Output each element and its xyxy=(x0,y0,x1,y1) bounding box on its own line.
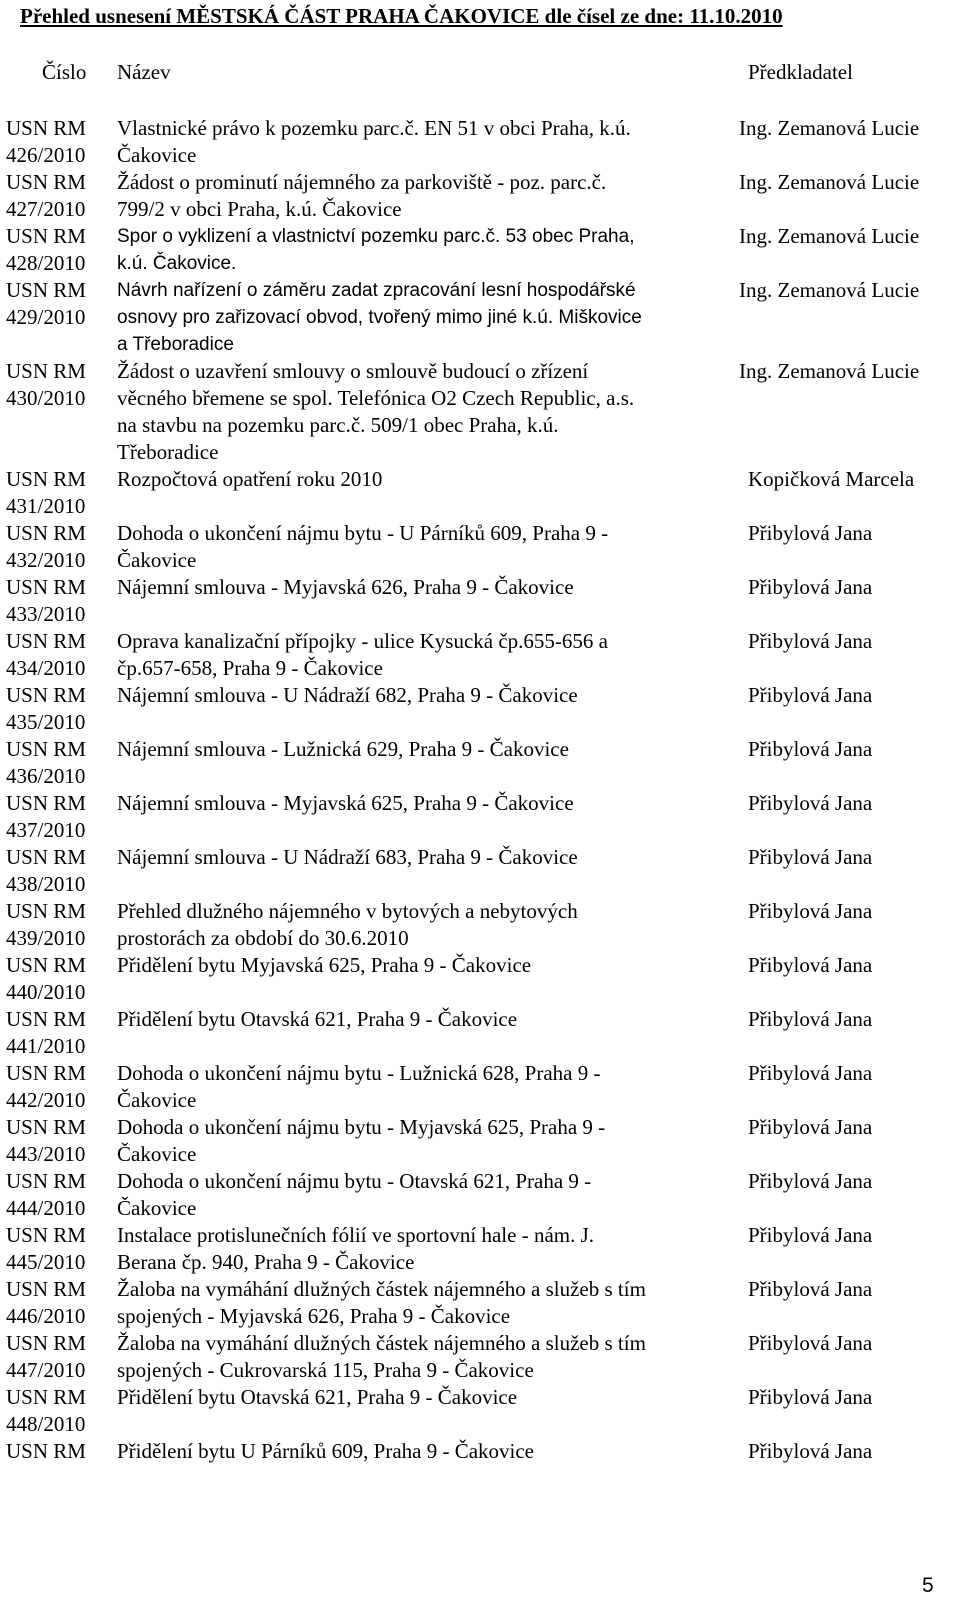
resolution-title-line: na stavbu na pozemku parc.č. 509/1 obec Praha, k.ú. xyxy=(117,413,559,437)
resolution-number xyxy=(0,1114,117,1168)
table-row xyxy=(0,790,960,844)
resolution-number-line: USN RM xyxy=(6,467,86,491)
resolution-title xyxy=(117,1006,748,1060)
resolution-title-line: Nájemní smlouva - U Nádraží 683, Praha 9 - Čakovice xyxy=(117,845,578,869)
table-row xyxy=(0,1438,960,1465)
resolution-submitter: Přibylová Jana xyxy=(748,1169,873,1193)
resolution-submitter: Přibylová Jana xyxy=(748,683,873,707)
resolution-submitter: Přibylová Jana xyxy=(748,1439,873,1463)
resolution-number-line: 430/2010 xyxy=(6,386,86,410)
resolution-title-line: a Třeboradice xyxy=(117,334,234,355)
table-row xyxy=(0,1330,960,1384)
resolution-title-line: Spor o vyklizení a vlastnictví pozemku parc.č. 53 obec Praha, xyxy=(117,226,635,247)
resolution-number-line: USN RM xyxy=(6,1385,86,1409)
resolution-number-line: 431/2010 xyxy=(6,494,86,518)
resolution-submitter: Přibylová Jana xyxy=(748,575,873,599)
resolution-number xyxy=(0,682,117,736)
resolution-number-line: 440/2010 xyxy=(6,980,86,1004)
resolution-title-line: Dohoda o ukončení nájmu bytu - U Párníků 609, Praha 9 - xyxy=(117,521,609,545)
resolution-title-line: Vlastnické právo k pozemku parc.č. EN 51 v obci Praha, k.ú. xyxy=(117,116,631,140)
table-row xyxy=(0,115,960,169)
table-row xyxy=(0,1168,960,1222)
resolution-submitter: Přibylová Jana xyxy=(748,1007,873,1031)
resolution-submitter: Ing. Zemanová Lucie xyxy=(739,116,920,140)
column-header-submitter: Předkladatel xyxy=(748,60,853,84)
resolution-submitter: Přibylová Jana xyxy=(748,1277,873,1301)
resolution-title xyxy=(117,1168,748,1222)
resolution-title xyxy=(117,898,748,952)
resolution-title-line: Žádost o uzavření smlouvy o smlouvě budoucí o zřízení xyxy=(117,359,589,383)
resolution-number-line: USN RM xyxy=(6,359,86,383)
resolution-title xyxy=(117,1384,748,1438)
resolution-number-line: 444/2010 xyxy=(6,1196,86,1220)
resolution-number xyxy=(0,898,117,952)
resolution-number-line: 437/2010 xyxy=(6,818,86,842)
resolution-title-line: čp.657-658, Praha 9 - Čakovice xyxy=(117,656,383,680)
resolution-number-line: USN RM xyxy=(6,1061,86,1085)
table-row xyxy=(0,1222,960,1276)
resolution-number xyxy=(0,1222,117,1276)
resolution-title xyxy=(117,1060,748,1114)
resolution-title-line: Nájemní smlouva - Myjavská 625, Praha 9 - Čakovice xyxy=(117,791,574,815)
resolution-submitter: Přibylová Jana xyxy=(748,845,873,869)
table-row xyxy=(0,574,960,628)
resolution-number-line: 427/2010 xyxy=(6,197,86,221)
resolution-number xyxy=(0,1438,117,1465)
resolution-title-line: Přidělení bytu U Párníků 609, Praha 9 - Čakovice xyxy=(117,1439,535,1463)
resolution-number xyxy=(0,358,117,466)
resolution-number-line: USN RM xyxy=(6,170,86,194)
resolution-number-line: USN RM xyxy=(6,1223,86,1247)
resolution-number-line: USN RM xyxy=(6,1331,86,1355)
resolution-title-line: Nájemní smlouva - U Nádraží 682, Praha 9 - Čakovice xyxy=(117,683,578,707)
resolution-number xyxy=(0,115,117,169)
table-row xyxy=(0,277,960,358)
table-row xyxy=(0,1384,960,1438)
resolution-submitter: Ing. Zemanová Lucie xyxy=(739,278,920,302)
resolution-number-line: USN RM xyxy=(6,899,86,923)
resolution-submitter: Přibylová Jana xyxy=(748,1115,873,1139)
resolution-number-line: USN RM xyxy=(6,224,86,248)
resolution-title xyxy=(117,952,748,1006)
table-row xyxy=(0,1060,960,1114)
table-row xyxy=(0,520,960,574)
resolution-title-line: Oprava kanalizační přípojky - ulice Kysucká čp.655-656 a xyxy=(117,629,608,653)
resolution-title xyxy=(117,1438,748,1465)
resolution-number xyxy=(0,466,117,520)
table-row xyxy=(0,736,960,790)
resolution-title-line: Žaloba na vymáhání dlužných částek nájemného a služeb s tím xyxy=(117,1277,646,1301)
resolution-number-line: USN RM xyxy=(6,1169,86,1193)
resolution-title xyxy=(117,358,748,466)
resolution-submitter: Přibylová Jana xyxy=(748,1331,873,1355)
resolution-number-line: 442/2010 xyxy=(6,1088,86,1112)
resolution-title xyxy=(117,790,748,844)
table-row xyxy=(0,1276,960,1330)
resolution-number-line: 446/2010 xyxy=(6,1304,86,1328)
resolution-number-line: 443/2010 xyxy=(6,1142,86,1166)
resolution-title-line: Návrh nařízení o záměru zadat zpracování lesní hospodářské xyxy=(117,280,636,301)
resolution-submitter: Přibylová Jana xyxy=(748,899,873,923)
resolution-submitter: Přibylová Jana xyxy=(748,629,873,653)
resolution-number xyxy=(0,1330,117,1384)
table-row xyxy=(0,898,960,952)
resolution-number-line: 447/2010 xyxy=(6,1358,86,1382)
resolution-number-line: USN RM xyxy=(6,521,86,545)
resolution-number-line: USN RM xyxy=(6,845,86,869)
resolution-title-line: prostorách za období do 30.6.2010 xyxy=(117,926,409,950)
column-header-name: Název xyxy=(117,60,171,84)
resolution-title xyxy=(117,1330,748,1384)
table-row xyxy=(0,169,960,223)
resolution-title-line: Čakovice xyxy=(117,1088,197,1112)
resolution-number xyxy=(0,844,117,898)
resolution-title xyxy=(117,1276,748,1330)
resolution-number xyxy=(0,628,117,682)
resolution-submitter: Přibylová Jana xyxy=(748,791,873,815)
resolution-number xyxy=(0,520,117,574)
resolution-title xyxy=(117,736,748,790)
resolution-number-line: 435/2010 xyxy=(6,710,86,734)
resolution-title-line: Nájemní smlouva - Lužnická 629, Praha 9 - Čakovice xyxy=(117,737,569,761)
resolution-title-line: spojených - Myjavská 626, Praha 9 - Čakovice xyxy=(117,1304,511,1328)
resolution-title-line: Instalace protislunečních fólií ve sportovní hale - nám. J. xyxy=(117,1223,595,1247)
resolution-number-line: USN RM xyxy=(6,278,86,302)
resolution-number-line: 426/2010 xyxy=(6,143,86,167)
resolution-number-line: 436/2010 xyxy=(6,764,86,788)
resolution-number-line: 428/2010 xyxy=(6,251,86,275)
resolution-number-line: 434/2010 xyxy=(6,656,86,680)
resolution-title xyxy=(117,520,748,574)
table-row xyxy=(0,223,960,277)
resolution-title xyxy=(117,466,748,520)
resolution-number-line: 445/2010 xyxy=(6,1250,86,1274)
resolution-number-line: USN RM xyxy=(6,116,86,140)
resolution-title xyxy=(117,682,748,736)
resolution-title-line: Čakovice xyxy=(117,548,197,572)
resolution-title-line: k.ú. Čakovice. xyxy=(117,253,237,274)
resolution-number xyxy=(0,790,117,844)
table-row xyxy=(0,466,960,520)
resolution-number-line: USN RM xyxy=(6,737,86,761)
resolution-number xyxy=(0,1060,117,1114)
resolution-title xyxy=(117,223,748,277)
resolution-number-line: USN RM xyxy=(6,1115,86,1139)
resolution-number xyxy=(0,574,117,628)
resolution-title-line: Přehled dlužného nájemného v bytových a nebytových xyxy=(117,899,578,923)
table-row xyxy=(0,628,960,682)
table-row xyxy=(0,1114,960,1168)
resolution-number xyxy=(0,277,117,358)
resolution-number-line: USN RM xyxy=(6,1007,86,1031)
resolution-number-line: USN RM xyxy=(6,1277,86,1301)
resolution-title-line: Dohoda o ukončení nájmu bytu - Otavská 621, Praha 9 - xyxy=(117,1169,592,1193)
resolution-title-line: Čakovice xyxy=(117,1142,197,1166)
resolution-title xyxy=(117,574,748,628)
resolution-submitter: Přibylová Jana xyxy=(748,521,873,545)
resolution-number xyxy=(0,169,117,223)
resolution-title xyxy=(117,1114,748,1168)
resolution-number xyxy=(0,223,117,277)
resolution-title-line: Žaloba na vymáhání dlužných částek nájemného a služeb s tím xyxy=(117,1331,646,1355)
resolution-number-line: USN RM xyxy=(6,575,86,599)
resolution-submitter: Ing. Zemanová Lucie xyxy=(739,170,920,194)
resolution-submitter: Ing. Zemanová Lucie xyxy=(739,224,920,248)
resolution-title xyxy=(117,628,748,682)
resolution-title xyxy=(117,1222,748,1276)
table-row xyxy=(0,844,960,898)
resolution-title-line: Přidělení bytu Myjavská 625, Praha 9 - Čakovice xyxy=(117,953,532,977)
resolution-number-line: USN RM xyxy=(6,1439,86,1463)
resolution-title-line: Žádost o prominutí nájemného za parkoviště - poz. parc.č. xyxy=(117,170,607,194)
resolution-number xyxy=(0,1006,117,1060)
resolution-title-line: Čakovice xyxy=(117,143,197,167)
page-number: 5 xyxy=(922,1574,934,1597)
resolution-number-line: 439/2010 xyxy=(6,926,86,950)
resolution-title xyxy=(117,115,748,169)
resolution-title-line: Dohoda o ukončení nájmu bytu - Lužnická 628, Praha 9 - xyxy=(117,1061,601,1085)
resolution-number-line: USN RM xyxy=(6,791,86,815)
resolution-number-line: 432/2010 xyxy=(6,548,86,572)
resolution-submitter: Přibylová Jana xyxy=(748,1061,873,1085)
resolution-title-line: Dohoda o ukončení nájmu bytu - Myjavská 625, Praha 9 - xyxy=(117,1115,606,1139)
resolution-title-line: Třeboradice xyxy=(117,440,219,464)
resolution-title-line: Berana čp. 940, Praha 9 - Čakovice xyxy=(117,1250,415,1274)
resolution-title-line: Čakovice xyxy=(117,1196,197,1220)
resolution-number xyxy=(0,736,117,790)
resolution-title-line: Přidělení bytu Otavská 621, Praha 9 - Čakovice xyxy=(117,1007,518,1031)
resolution-submitter: Ing. Zemanová Lucie xyxy=(739,359,920,383)
resolution-number-line: USN RM xyxy=(6,953,86,977)
resolution-number-line: 441/2010 xyxy=(6,1034,86,1058)
resolution-number-line: 429/2010 xyxy=(6,305,86,329)
resolution-title xyxy=(117,844,748,898)
resolution-number xyxy=(0,1276,117,1330)
resolution-number-line: 438/2010 xyxy=(6,872,86,896)
resolution-submitter: Přibylová Jana xyxy=(748,737,873,761)
table-row xyxy=(0,952,960,1006)
page-title: Přehled usnesení MĚSTSKÁ ČÁST PRAHA ČAKOVICE dle čísel ze dne: 11.10.2010 xyxy=(20,4,783,28)
resolution-submitter: Přibylová Jana xyxy=(748,953,873,977)
resolution-number xyxy=(0,952,117,1006)
resolution-title xyxy=(117,169,748,223)
resolution-number-line: USN RM xyxy=(6,683,86,707)
table-row xyxy=(0,1006,960,1060)
table-row xyxy=(0,358,960,466)
resolution-number-line: 433/2010 xyxy=(6,602,86,626)
resolution-number-line: 448/2010 xyxy=(6,1412,86,1436)
resolution-title-line: 799/2 v obci Praha, k.ú. Čakovice xyxy=(117,197,402,221)
resolution-title-line: věcného břemene se spol. Telefónica O2 Czech Republic, a.s. xyxy=(117,386,635,410)
column-header-number: Číslo xyxy=(42,60,87,84)
resolution-title-line: Rozpočtová opatření roku 2010 xyxy=(117,467,383,491)
resolution-number-line: USN RM xyxy=(6,629,86,653)
resolution-title-line: osnovy pro zařizovací obvod, tvořený mimo jiné k.ú. Miškovice xyxy=(117,307,642,328)
table-row xyxy=(0,682,960,736)
resolution-submitter: Kopičková Marcela xyxy=(748,467,915,491)
resolution-number xyxy=(0,1384,117,1438)
resolution-title-line: spojených - Cukrovarská 115, Praha 9 - Čakovice xyxy=(117,1358,534,1382)
resolution-number xyxy=(0,1168,117,1222)
resolution-title-line: Přidělení bytu Otavská 621, Praha 9 - Čakovice xyxy=(117,1385,518,1409)
resolutions-table xyxy=(0,115,960,1465)
resolution-submitter: Přibylová Jana xyxy=(748,1223,873,1247)
resolution-title xyxy=(117,277,748,358)
resolution-title-line: Nájemní smlouva - Myjavská 626, Praha 9 - Čakovice xyxy=(117,575,574,599)
resolution-submitter: Přibylová Jana xyxy=(748,1385,873,1409)
